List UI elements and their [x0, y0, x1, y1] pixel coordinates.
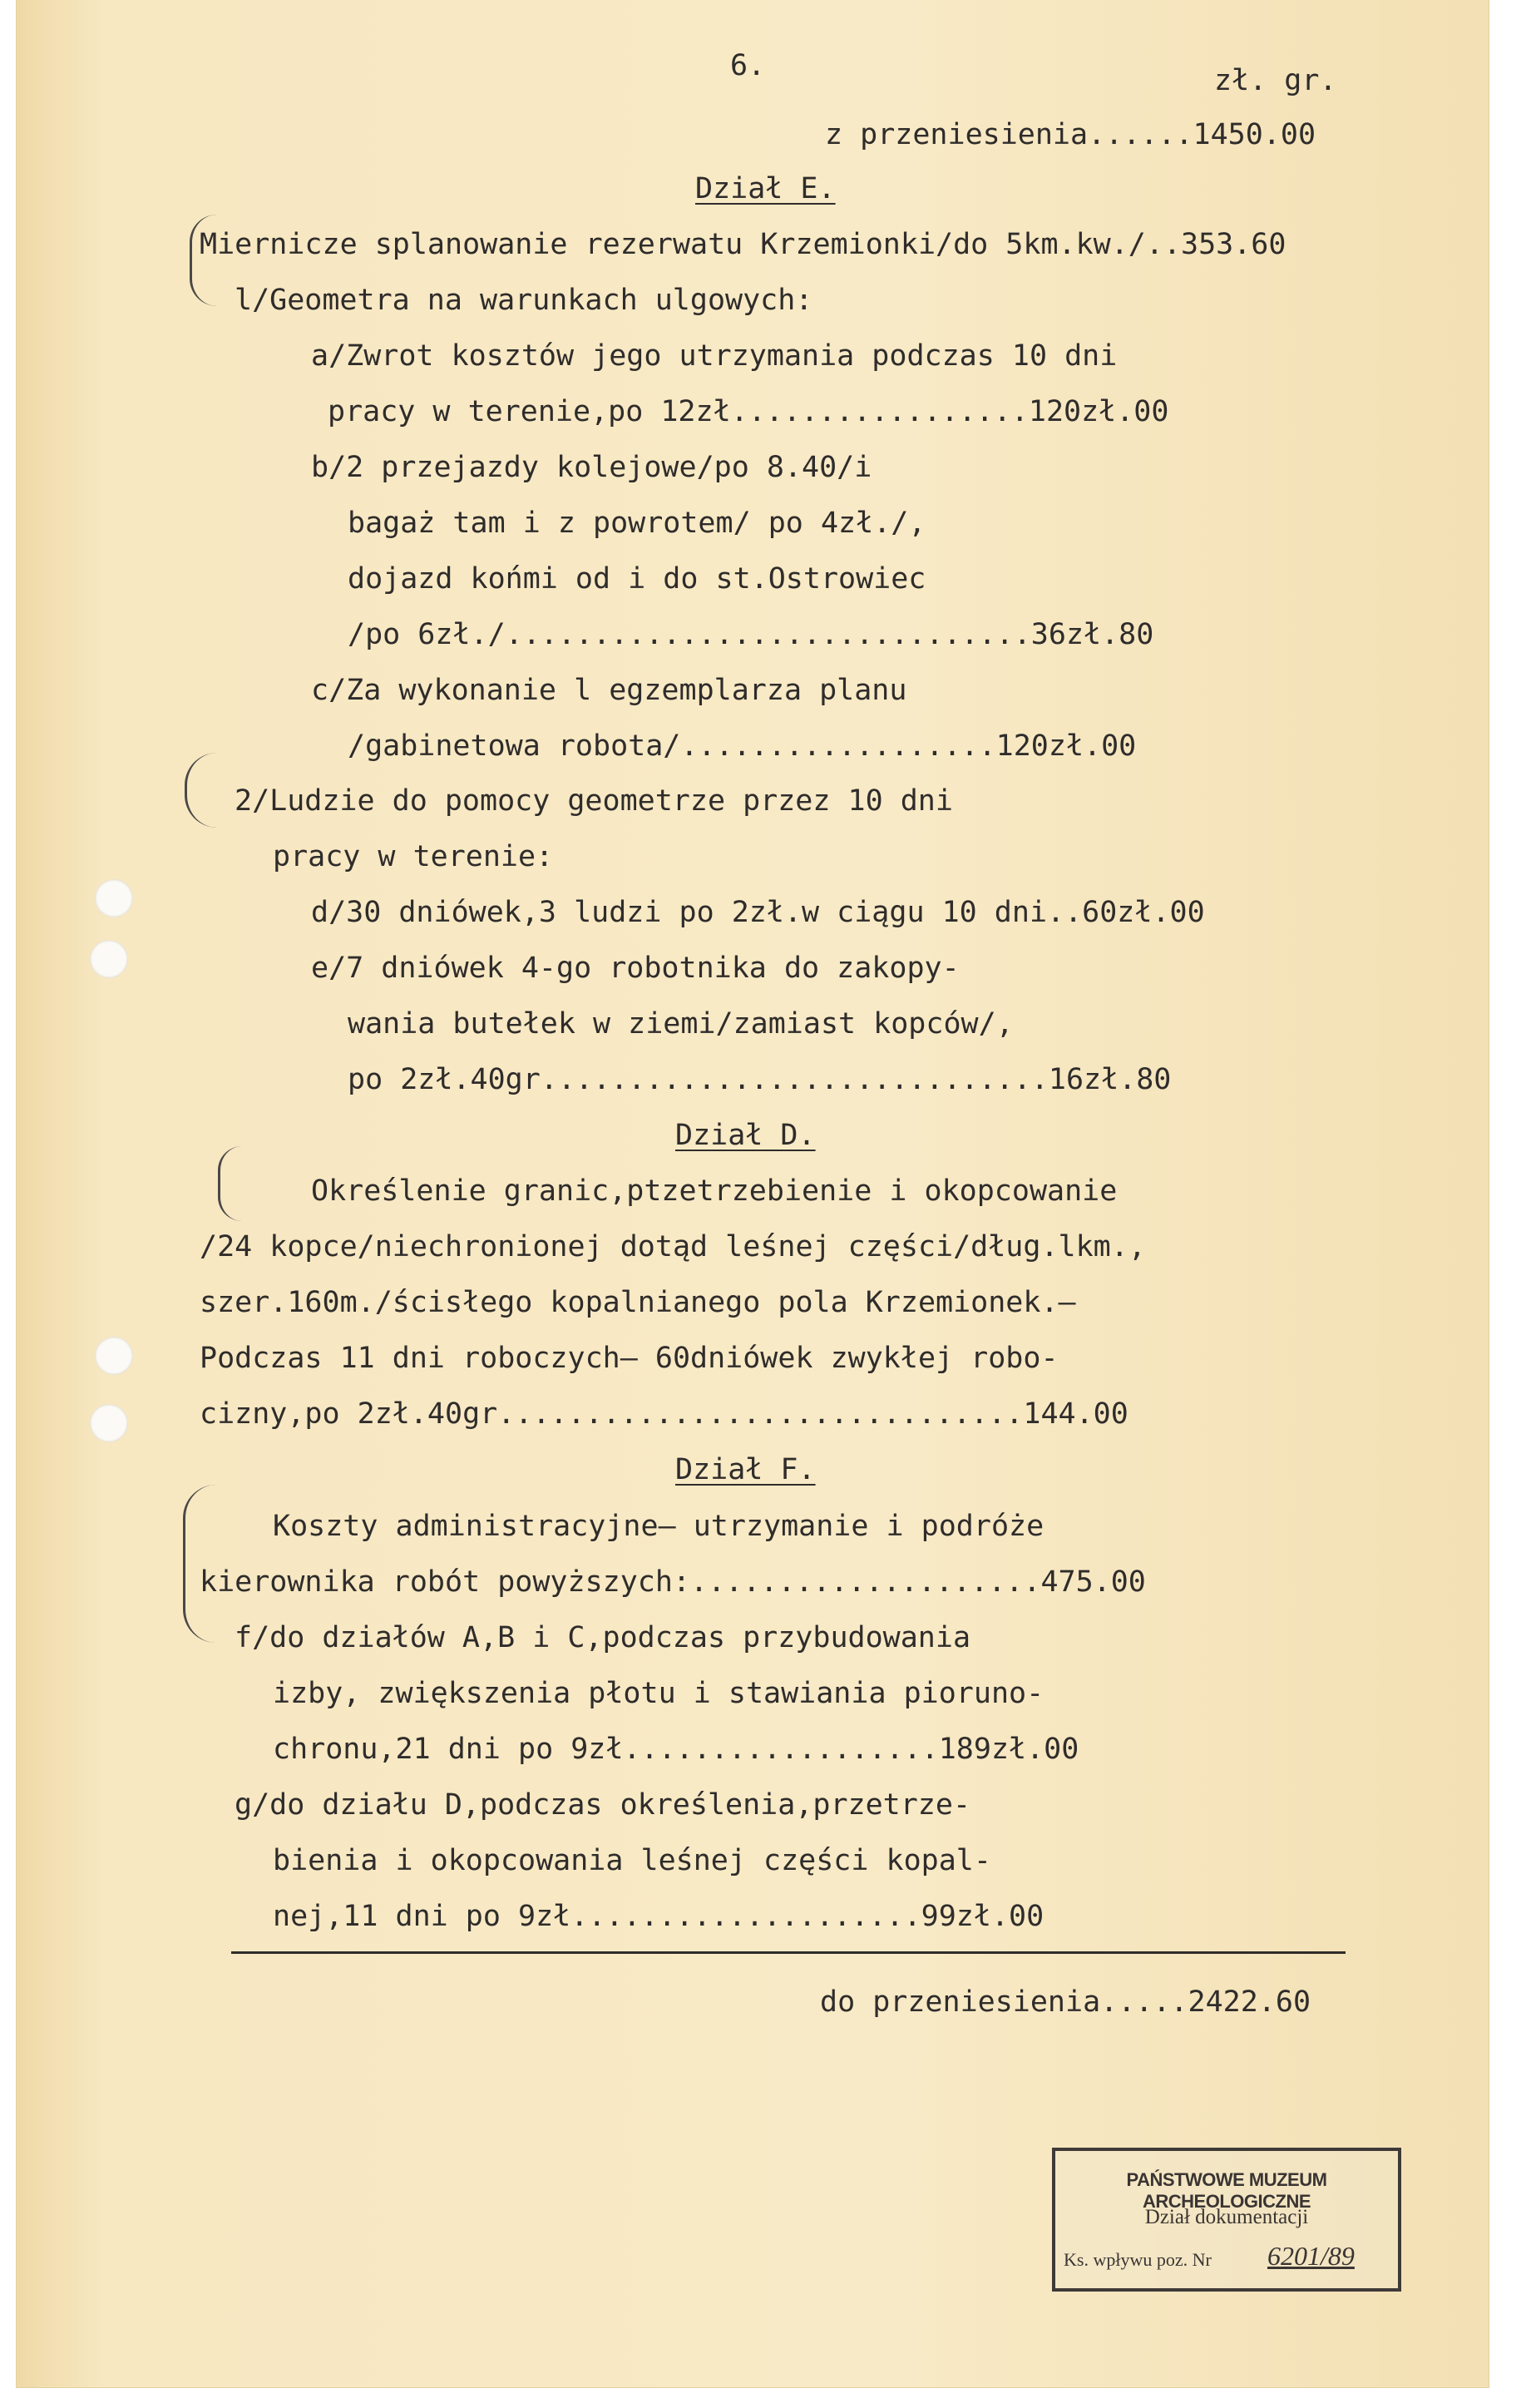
section-e-line: d/30 dniówek,3 ludzi po 2zł.w ciągu 10 dni..60zł.00 [311, 896, 1205, 929]
punch-hole [95, 1337, 133, 1375]
margin-bracket [183, 1485, 244, 1643]
section-e-line: pracy w terenie: [273, 840, 554, 873]
archive-stamp [1052, 2148, 1401, 2292]
carry-out-line: do przeniesienia.....2422.60 [820, 1985, 1311, 2019]
section-e-line: a/Zwrot kosztów jego utrzymania podczas 10 dni [311, 339, 1118, 373]
section-e-line: Miernicze splanowanie rezerwatu Krzemionki/do 5km.kw./..353.60 [200, 228, 1286, 261]
section-f-line: izby, zwiększenia płotu i stawiania pioruno- [273, 1677, 1044, 1710]
punch-hole [95, 879, 133, 917]
section-d-line: cizny,po 2zł.40gr..............................144.00 [200, 1397, 1128, 1431]
section-e-line: e/7 dniówek 4-go robotnika do zakopy- [311, 952, 960, 985]
section-f-line: bienia i okopcowania leśnej części kopal- [273, 1844, 991, 1877]
section-e-line: /gabinetowa robota/..................120zł.00 [348, 729, 1137, 763]
section-e-line: pracy w terenie,po 12zł.................120zł.00 [328, 395, 1169, 428]
section-e-line: 2/Ludzie do pomocy geometrze przez 10 dni [235, 784, 953, 818]
section-e-heading: Dział E. [695, 172, 836, 205]
carry-in-line: z przeniesienia......1450.00 [825, 118, 1316, 151]
section-f-line: nej,11 dni po 9zł....................99zł.00 [273, 1900, 1044, 1933]
section-d-line: Podczas 11 dni roboczych— 60dniówek zwykłej robo- [200, 1342, 1059, 1375]
section-e-line: dojazd końmi od i do st.Ostrowiec [348, 562, 926, 596]
section-e-line: bagaż tam i z powrotem/ po 4zł./, [348, 507, 926, 540]
section-e-line: wania butełek w ziemi/zamiast kopców/, [348, 1007, 1014, 1041]
margin-bracket [218, 1146, 242, 1221]
section-f-line: chronu,21 dni po 9zł..................189zł.00 [273, 1733, 1079, 1766]
section-e-line: b/2 przejazdy kolejowe/po 8.40/i [311, 451, 872, 484]
punch-hole [90, 940, 128, 978]
section-f-line: g/do działu D,podczas określenia,przetrze- [235, 1788, 971, 1822]
punch-hole [90, 1404, 128, 1442]
stamp-department: Dział dokumentacji [1144, 2206, 1309, 2228]
section-d-heading: Dział D. [675, 1119, 816, 1152]
currency-header: zł. gr. [1214, 64, 1337, 97]
section-e-line: l/Geometra na warunkach ulgowych: [235, 284, 813, 317]
section-f-line: f/do działów A,B i C,podczas przybudowania [235, 1621, 971, 1654]
section-f-line: Koszty administracyjne— utrzymanie i podróże [273, 1510, 1044, 1543]
stamp-entry-label: Ks. wpływu poz. Nr [1064, 2249, 1212, 2270]
section-d-line: szer.160m./ścisłego kopalnianego pola Krzemionek.— [200, 1286, 1076, 1319]
total-rule [231, 1951, 1346, 1954]
section-f-line: kierownika robót powyższych:....................475.00 [200, 1565, 1146, 1599]
section-d-line: /24 kopce/niechronionej dotąd leśnej części/dług.lkm., [200, 1230, 1146, 1263]
section-e-line: po 2zł.40gr.............................16zł.80 [348, 1063, 1172, 1096]
section-e-line: c/Za wykonanie l egzemplarza planu [311, 674, 907, 707]
stamp-entry-number: 6201/89 [1267, 2241, 1355, 2271]
section-e-line: /po 6zł./..............................36zł.80 [348, 618, 1154, 651]
stamp-institution: PAŃSTWOWE MUZEUM ARCHEOLOGICZNE [1126, 2169, 1327, 2212]
page-number: 6. [730, 49, 766, 82]
section-d-line: Określenie granic,ptzetrzebienie i okopcowanie [311, 1174, 1118, 1208]
section-f-heading: Dział F. [675, 1453, 816, 1486]
